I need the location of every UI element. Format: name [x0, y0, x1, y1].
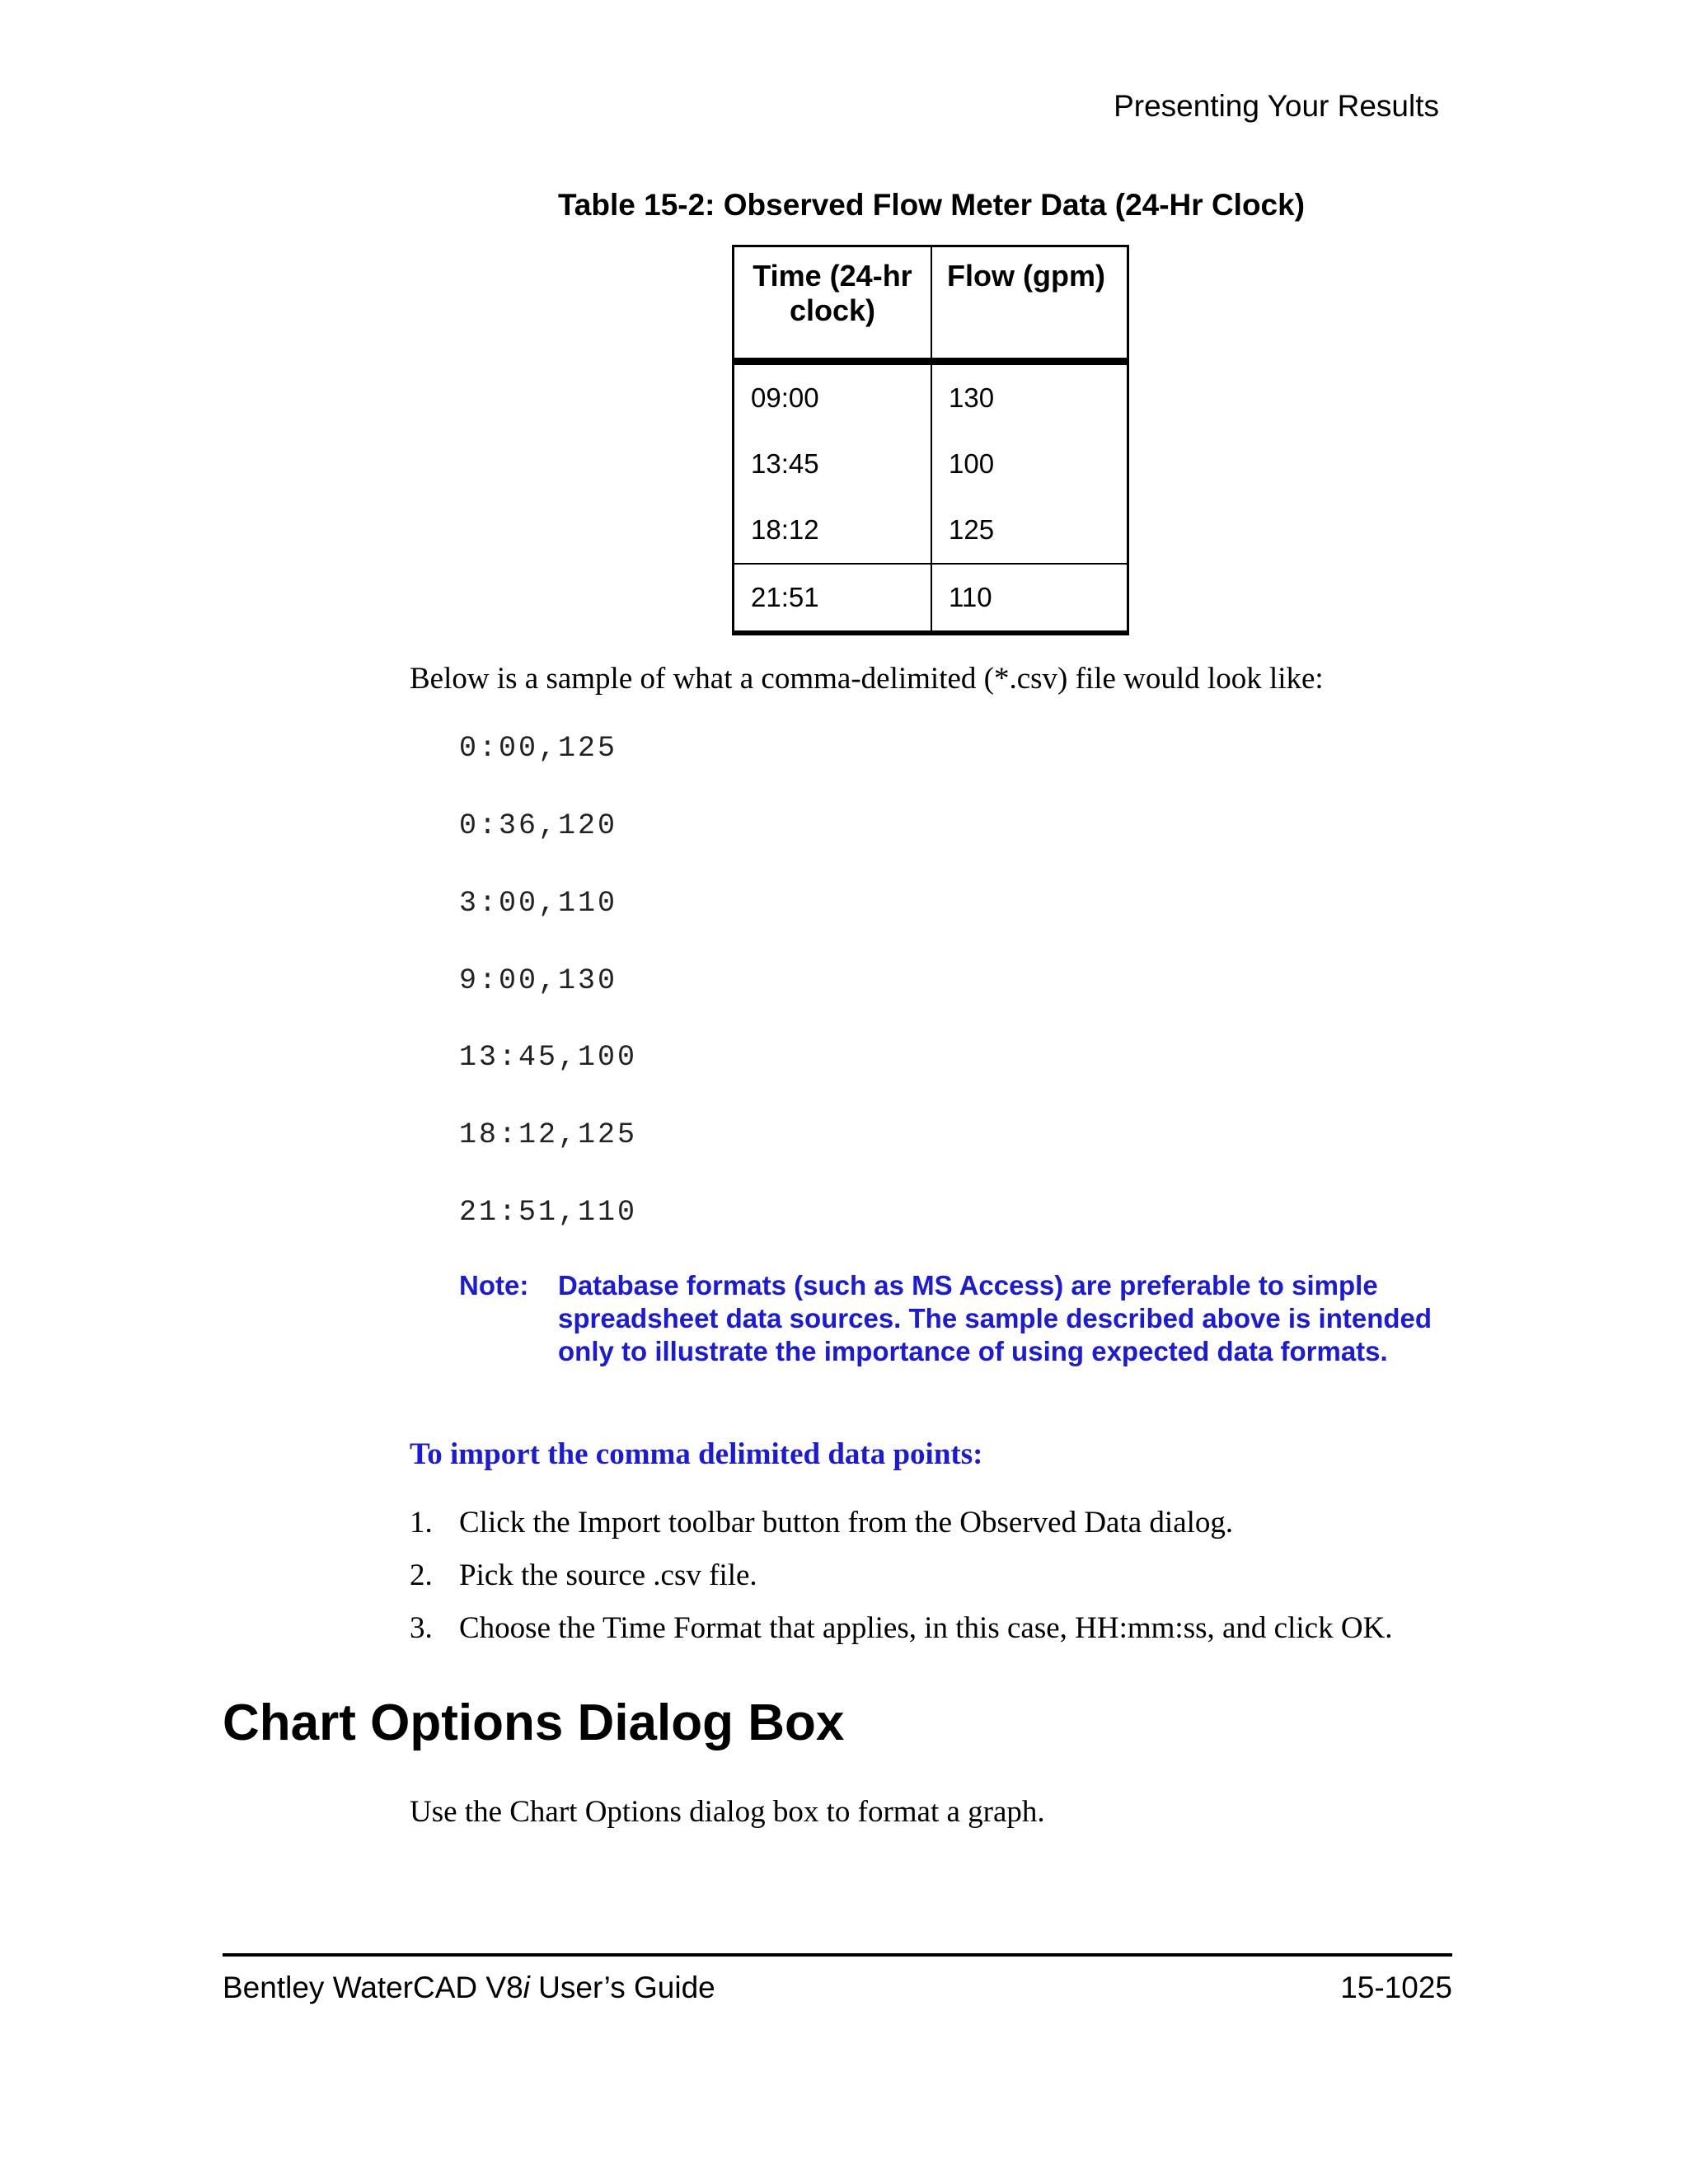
step-number: 3. [410, 1611, 433, 1645]
list-item [410, 1558, 1481, 1610]
table-row [734, 362, 1128, 432]
time-cell: 18:12 [734, 497, 932, 564]
flow-cell: 100 [931, 431, 1128, 497]
page-number: 15-1025 [1340, 1971, 1452, 2004]
csv-line: 0:00,125 [459, 732, 618, 765]
time-cell: 21:51 [734, 564, 932, 633]
table-row [734, 564, 1128, 633]
procedure-heading: To import the comma delimited data points: [410, 1437, 983, 1471]
table-caption: Table 15-2: Observed Flow Meter Data (24-Hr Clock) [557, 188, 1306, 222]
step-text: Choose the Time Format that applies, in this case, HH:mm:ss, and click OK. [459, 1611, 1393, 1645]
note-box [459, 1269, 1440, 1368]
list-item [410, 1610, 1481, 1663]
section-text: Use the Chart Options dialog box to format a graph. [410, 1795, 1045, 1829]
csv-line: 0:36,120 [459, 809, 618, 842]
flow-meter-table [732, 245, 1129, 635]
step-text: Click the Import toolbar button from the Observed Data dialog. [459, 1506, 1234, 1540]
csv-line: 3:00,110 [459, 887, 618, 920]
column-header-flow: Flow (gpm) [931, 246, 1128, 362]
footer-title-suffix: User’s Guide [529, 1971, 715, 2004]
list-item [410, 1505, 1481, 1558]
step-text: Pick the source .csv file. [459, 1558, 757, 1592]
footer-divider [223, 1953, 1452, 1957]
column-header-time: Time (24-hr clock) [734, 246, 932, 362]
flow-cell: 110 [931, 564, 1128, 633]
csv-line: 9:00,130 [459, 964, 618, 997]
flow-cell: 130 [931, 362, 1128, 432]
note-text: Database formats (such as MS Access) are preferable to simple spreadsheet data sources. The sample described above is intended only to illustrate the importance of using expected data formats. [558, 1270, 1432, 1366]
procedure-steps [410, 1505, 1481, 1663]
csv-line: 13:45,100 [459, 1041, 638, 1074]
step-number: 2. [410, 1558, 433, 1592]
time-cell: 09:00 [734, 362, 932, 432]
csv-intro-text: Below is a sample of what a comma-delimited (*.csv) file would look like: [410, 662, 1324, 696]
csv-line: 21:51,110 [459, 1196, 638, 1229]
footer-title-prefix: Bentley WaterCAD V8 [223, 1971, 523, 2004]
step-number: 1. [410, 1506, 433, 1540]
note-label: Note: [459, 1270, 529, 1301]
time-cell: 13:45 [734, 431, 932, 497]
flow-cell: 125 [931, 497, 1128, 564]
table-row [734, 431, 1128, 497]
footer-guide-title [223, 1971, 715, 2005]
footer-title-italic: i [523, 1971, 530, 2004]
table-row [734, 497, 1128, 564]
running-header: Presenting Your Results [1114, 89, 1439, 123]
section-title: Chart Options Dialog Box [223, 1694, 845, 1751]
csv-line: 18:12,125 [459, 1118, 638, 1151]
